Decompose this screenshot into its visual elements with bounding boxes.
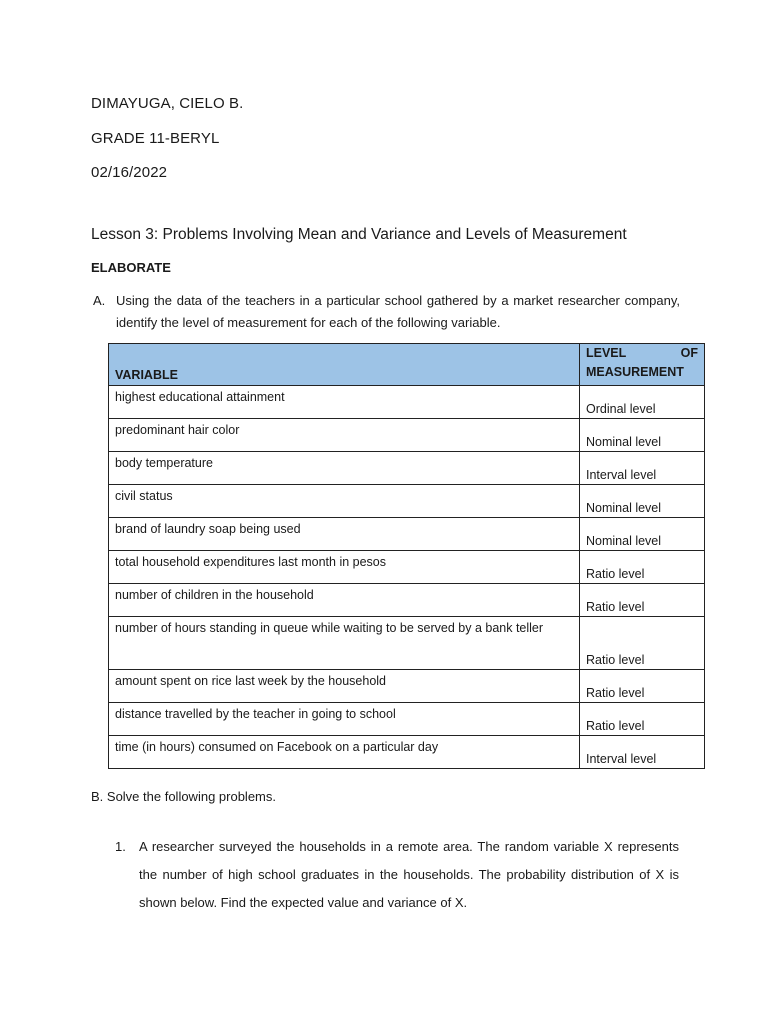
table-row [109, 670, 705, 703]
variable-cell: total household expenditures last month in pesos [109, 551, 580, 584]
level-cell: Nominal level [580, 419, 705, 452]
student-name: DIMAYUGA, CIELO B. [91, 95, 244, 112]
variable-cell: civil status [109, 485, 580, 518]
column-header-level-word3: MEASUREMENT [586, 365, 684, 379]
problem-1-text: A researcher surveyed the households in a remote area. The random variable X represents the number of high school graduates in the households. The probability distribution of X is shown below. Find the expected value and variance of X. [139, 839, 679, 910]
measurement-table [108, 343, 705, 769]
table-row [109, 617, 705, 670]
level-cell: Interval level [580, 736, 705, 769]
variable-cell: time (in hours) consumed on Facebook on a particular day [109, 736, 580, 769]
table-row [109, 485, 705, 518]
level-cell: Nominal level [580, 518, 705, 551]
level-cell: Ratio level [580, 584, 705, 617]
level-cell: Ordinal level [580, 386, 705, 419]
variable-cell: predominant hair color [109, 419, 580, 452]
table-row [109, 452, 705, 485]
level-cell: Ratio level [580, 551, 705, 584]
table-row [109, 551, 705, 584]
table-row [109, 736, 705, 769]
section-heading: ELABORATE [91, 260, 171, 275]
item-a-text: Using the data of the teachers in a particular school gathered by a market researcher company, identify the level of measurement for each of the following variable. [116, 293, 680, 330]
variable-cell: amount spent on rice last week by the household [109, 670, 580, 703]
variable-cell: distance travelled by the teacher in going to school [109, 703, 580, 736]
item-a-label: A. [93, 293, 106, 308]
column-header-level [580, 344, 705, 386]
problem-1-number: 1. [115, 839, 126, 854]
section-b-heading: B. Solve the following problems. [91, 789, 276, 804]
level-cell: Interval level [580, 452, 705, 485]
table-header-row [109, 344, 705, 386]
variable-cell: number of children in the household [109, 584, 580, 617]
variable-cell: number of hours standing in queue while waiting to be served by a bank teller [109, 617, 580, 670]
variable-cell: body temperature [109, 452, 580, 485]
variable-cell: brand of laundry soap being used [109, 518, 580, 551]
table-row [109, 584, 705, 617]
level-cell: Nominal level [580, 485, 705, 518]
level-cell: Ratio level [580, 670, 705, 703]
table-row [109, 703, 705, 736]
table-row [109, 386, 705, 419]
variable-cell: highest educational attainment [109, 386, 580, 419]
table-row [109, 419, 705, 452]
table-row [109, 518, 705, 551]
column-header-level-word1: LEVEL [586, 346, 627, 360]
level-cell: Ratio level [580, 617, 705, 670]
column-header-variable: VARIABLE [109, 344, 580, 386]
document-date: 02/16/2022 [91, 164, 168, 181]
column-header-level-word2: OF [680, 346, 698, 360]
lesson-title: Lesson 3: Problems Involving Mean and Variance and Levels of Measurement [91, 226, 627, 243]
student-grade: GRADE 11-BERYL [91, 130, 220, 147]
level-cell: Ratio level [580, 703, 705, 736]
